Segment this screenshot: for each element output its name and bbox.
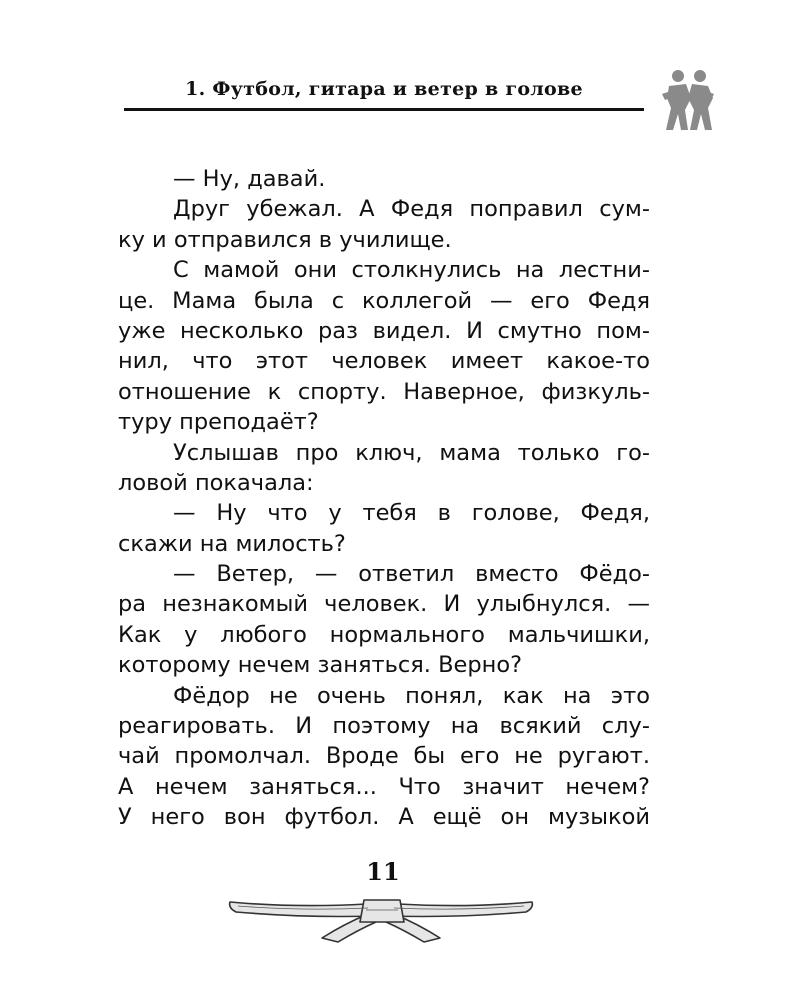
page-number: 11 (366, 857, 400, 886)
text-line: туру преподаёт? (118, 409, 319, 436)
text-line: которому нечем заняться. Верно? (118, 652, 523, 679)
running-header (124, 74, 644, 111)
chapter-title: 1. Футбол, гитара и ветер в голове (185, 78, 583, 100)
text-line: Услышав про ключ, мама только го- (173, 439, 650, 466)
two-wrestlers-icon (658, 68, 718, 134)
text-line: ра незнакомый человек. И улыбнулся. — (118, 591, 650, 618)
text-line: отношение к спорту. Наверное, физкуль- (118, 378, 650, 405)
text-line: Фёдор не очень понял, как на это (173, 682, 650, 709)
text-line: скажи на милость? (118, 530, 346, 557)
tied-belt-icon (226, 888, 536, 944)
text-line: А нечем заняться... Что значит нечем? (118, 773, 650, 800)
text-line: нил, что этот человек имеет какое-то (118, 348, 650, 375)
text-line: Как у любого нормального мальчишки, (118, 621, 650, 648)
text-line: це. Мама была с коллегой — его Федя (118, 287, 650, 314)
text-line: Друг убежал. А Федя поправил сум- (173, 196, 650, 223)
text-line: — Ну, давай. (173, 166, 326, 192)
text-line: — Ветер, — ответил вместо Фёдо- (173, 561, 650, 588)
text-line: реагировать. И поэтому на всякий слу- (118, 713, 650, 740)
text-line: С мамой они столкнулись на лестни- (173, 257, 650, 284)
text-line: чай промолчал. Вроде бы его не ругают. (118, 743, 650, 770)
body-text (118, 164, 650, 833)
text-line: ку и отправился в училище. (118, 226, 452, 253)
text-line: — Ну что у тебя в голове, Федя, (173, 500, 650, 527)
text-line: У него вон футбол. А ещё он музыкой (118, 804, 650, 831)
text-line: уже несколько раз видел. И смутно пом- (118, 317, 650, 344)
text-line: ловой покачала: (118, 469, 314, 496)
